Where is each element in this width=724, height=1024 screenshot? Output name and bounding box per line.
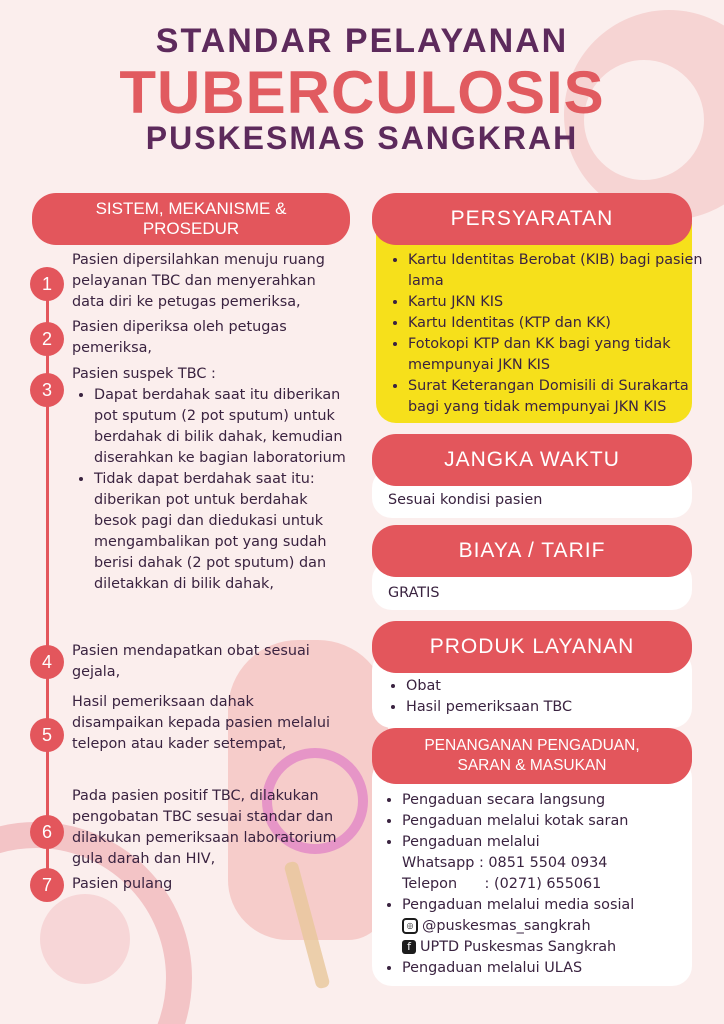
persyaratan-list	[386, 250, 714, 418]
list-item: • Pengaduan melalui kotak saran	[402, 811, 712, 832]
section-title-biaya: BIAYA / TARIF	[372, 525, 692, 577]
facebook-line	[402, 937, 712, 958]
step-3-bullets	[72, 385, 348, 595]
telepon-number: Telepon : (0271) 655061	[402, 876, 602, 892]
step-number: 6	[30, 815, 64, 849]
pengaduan-list	[380, 790, 712, 979]
facebook-icon: f	[402, 940, 416, 954]
whatsapp-number: Whatsapp : 0851 5504 0934	[402, 855, 608, 871]
step-4-text: Pasien mendapatkan obat sesuai gejala,	[72, 643, 310, 680]
list-item: • Pengaduan melalui ULAS	[402, 958, 712, 979]
decor-circle	[40, 894, 130, 984]
section-title-persyaratan: PERSYARATAN	[372, 193, 692, 245]
title-line: PENANGANAN PENGADUAN,	[424, 737, 640, 754]
list-item: • Fotokopi KTP dan KK bagi yang tidak mempunyai JKN KIS	[408, 334, 714, 376]
list-item: • Obat	[406, 676, 706, 697]
list-item: • Surat Keterangan Domisili di Surakarta bagi yang tidak mempunyai JKN KIS	[408, 376, 714, 418]
step-7-text: Pasien pulang	[72, 876, 173, 892]
list-item-text: • Pengaduan melalui media sosial	[402, 897, 635, 913]
title-line: PROSEDUR	[142, 219, 240, 238]
step-3	[72, 364, 348, 595]
list-item: • Kartu Identitas Berobat (KIB) bagi pasien lama	[408, 250, 714, 292]
list-item-text: • Pengaduan melalui	[402, 834, 540, 850]
list-item: • Pengaduan secara langsung	[402, 790, 712, 811]
section-title-jangka-waktu: JANGKA WAKTU	[372, 434, 692, 486]
list-item: • Kartu JKN KIS	[408, 292, 714, 313]
section-title-prosedur	[32, 193, 350, 245]
biaya-text: GRATIS	[388, 585, 440, 601]
step-number: 3	[30, 373, 64, 407]
instagram-line	[402, 916, 712, 937]
step-number: 4	[30, 645, 64, 679]
section-title-pengaduan	[372, 728, 692, 784]
title-line: SARAN & MASUKAN	[457, 757, 607, 774]
list-item: • Tidak dapat berdahak saat itu: diberikan pot untuk berdahak besok pagi dan diedukasi untuk mengambalikan pot yang sudah berisi dahak (2 pot sputum) dan diletakkan di bilik dahak,	[94, 469, 348, 595]
step-3-text: Pasien suspek TBC :	[72, 366, 216, 382]
list-item: • Kartu Identitas (KTP dan KK)	[408, 313, 714, 334]
timeline-line	[46, 270, 49, 890]
section-title-produk: PRODUK LAYANAN	[372, 621, 692, 673]
instagram-handle: @puskesmas_sangkrah	[422, 918, 591, 934]
step-number: 7	[30, 868, 64, 902]
list-item	[402, 832, 712, 895]
list-item: • Hasil pemeriksaan TBC	[406, 697, 706, 718]
step-number: 2	[30, 322, 64, 356]
step-number: 5	[30, 718, 64, 752]
jangka-waktu-text: Sesuai kondisi pasien	[388, 492, 543, 508]
step-6-text: Pada pasien positif TBC, dilakukan pengobatan TBC sesuai standar dan dilakukan pemeriksaan laboratorium gula darah dan HIV,	[72, 788, 337, 867]
produk-list	[384, 676, 706, 718]
facebook-page: UPTD Puskesmas Sangkrah	[420, 939, 617, 955]
step-5-text: Hasil pemeriksaan dahak disampaikan kepada pasien melalui telepon atau kader setempat,	[72, 694, 330, 752]
step-2-text: Pasien diperiksa oleh petugas pemeriksa,	[72, 319, 287, 356]
header-title-main: TUBERCULOSIS	[119, 59, 605, 126]
list-item	[402, 895, 712, 958]
step-1-text: Pasien dipersilahkan menuju ruang pelayanan TBC dan menyerahkan data diri ke petugas pemeriksa,	[72, 252, 325, 310]
list-item: • Dapat berdahak saat itu diberikan pot sputum (2 pot sputum) untuk berdahak di bilik dahak, kemudian diserahkan ke bagian laboratorium	[94, 385, 348, 469]
header-title-line1: STANDAR PELAYANAN	[155, 22, 569, 60]
step-number: 1	[30, 267, 64, 301]
title-line: SISTEM, MEKANISME &	[95, 199, 287, 218]
instagram-icon: ◎	[402, 918, 418, 934]
header-title-line3: PUSKESMAS SANGKRAH	[145, 120, 579, 156]
